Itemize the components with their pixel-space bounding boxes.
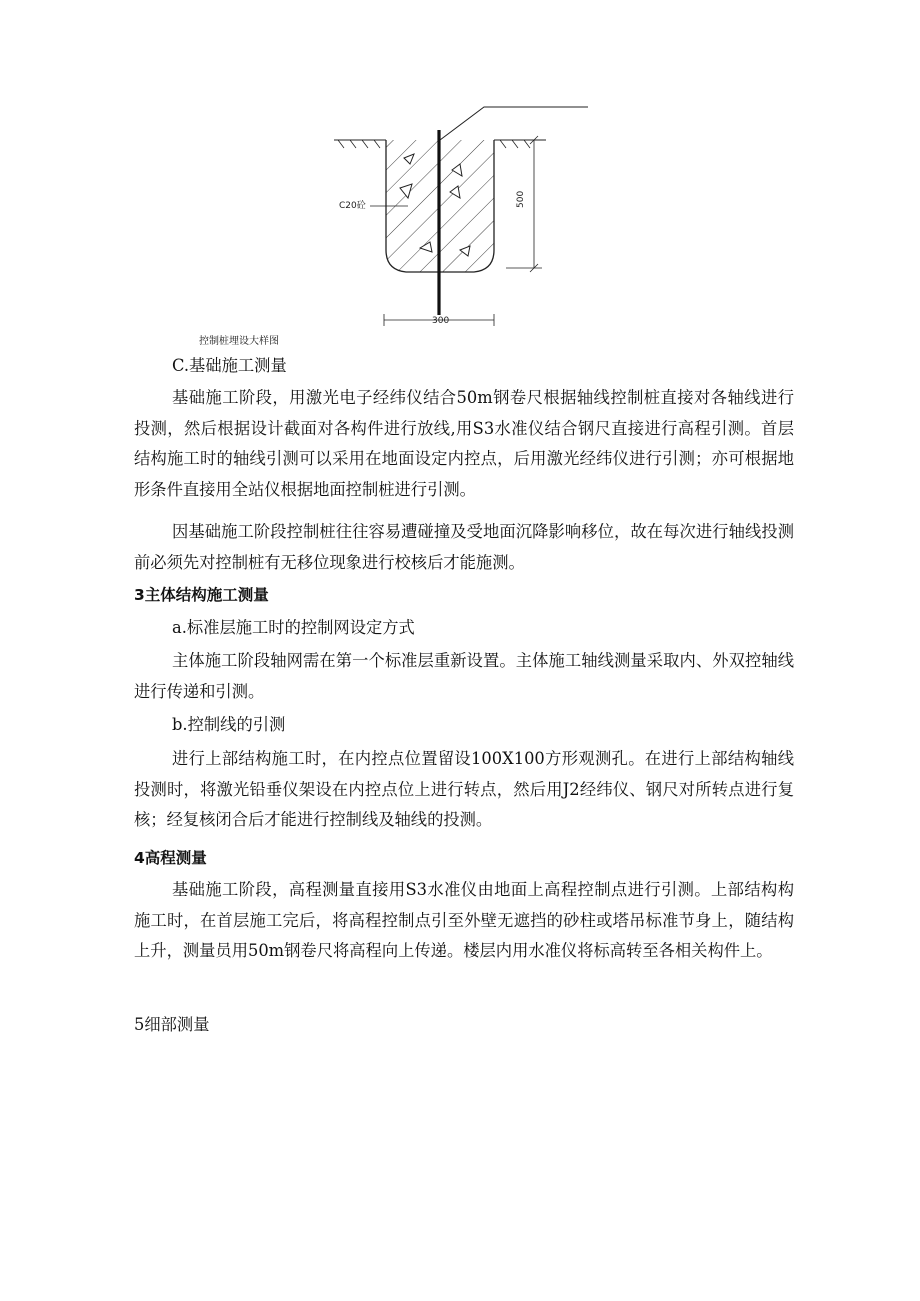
section-3a-heading: a.标准层施工时的控制网设定方式 [172,618,415,637]
depth-label: 500 [516,190,526,208]
section-c-paragraph-1: 基础施工阶段，用激光电子经纬仪结合50m钢卷尺根据轴线控制桩直接对各轴线进行投测，然后根据设计截面对各构件进行放线,用S3水准仪结合钢尺直接进行高程引测。首层结构施工时的轴线引测可以采用在地面设定内控点，后用激光经纬仪进行引测；亦可根据地形条件直接用全站仪根据地面控制桩进行引测。 [134,388,794,499]
pile-drawing [320,100,610,335]
section-3a-paragraph: 主体施工阶段轴网需在第一个标准层重新设置。主体施工轴线测量采取内、外双控轴线进行传递和引测。 [134,651,794,701]
leader-line [440,107,588,140]
section-4-heading: 4高程测量 [134,849,207,867]
control-pile-diagram [320,100,610,335]
section-5-heading: 5细部测量 [134,1015,210,1034]
concrete-label: C20砼 [339,201,366,211]
section-c-paragraph-2: 因基础施工阶段控制桩往往容易遭碰撞及受地面沉降影响移位，故在每次进行轴线投测前必须先对控制桩有无移位现象进行校核后才能施测。 [134,522,794,572]
section-3b-heading: b.控制线的引测 [172,715,286,734]
ground-line-right [494,140,546,148]
figure-caption: 控制桩埋设大样图 [199,336,279,347]
section-3b-paragraph: 进行上部结构施工时，在内控点位置留设100X100方形观测孔。在进行上部结构轴线投测时，将激光铅垂仪架设在内控点位上进行转点，然后用J2经纬仪、钢尺对所转点进行复核；经复核闭合后才能进行控制线及轴线的投测。 [134,749,794,829]
section-4-paragraph: 基础施工阶段，高程测量直接用S3水准仪由地面上高程控制点进行引测。上部结构构施工时，在首层施工完后，将高程控制点引至外壁无遮挡的砂柱或塔吊标准节身上，随结构上升，测量员用50m钢卷尺将高程向上传递。楼层内用水准仪将标高转至各相关构件上。 [134,880,794,960]
width-label: 300 [432,316,450,326]
ground-line-left [334,140,386,148]
section-c-heading: C.基础施工测量 [172,356,287,375]
section-3-heading: 3主体结构施工测量 [134,586,269,604]
